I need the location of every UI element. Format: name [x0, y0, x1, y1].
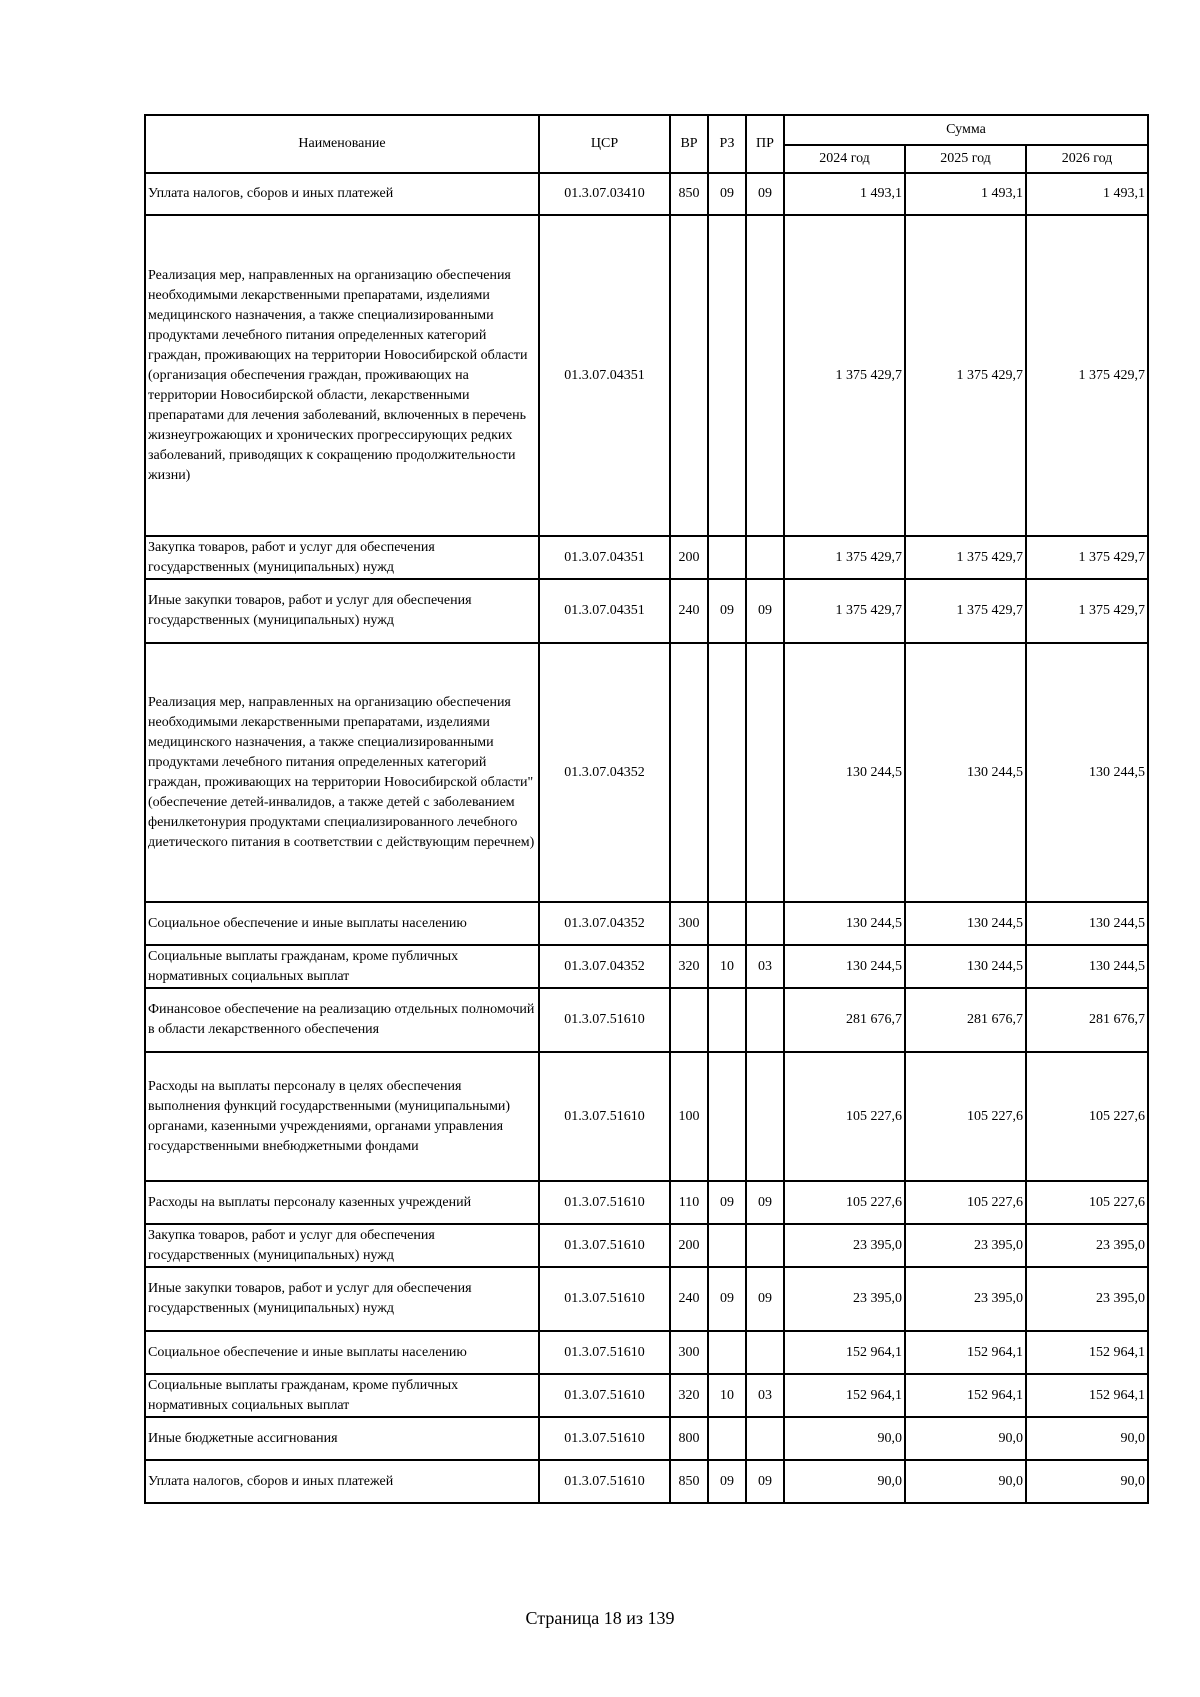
cell-pr: [746, 643, 784, 902]
cell-sum-2024: 90,0: [784, 1417, 905, 1460]
cell-vr: 240: [670, 579, 708, 643]
cell-name: Иные бюджетные ассигнования: [145, 1417, 539, 1460]
cell-name: Расходы на выплаты персоналу в целях обеспечения выполнения функций государственными (муниципальными) органами, казенными учреждениями, органами управления государственными внебюджетными фондами: [145, 1052, 539, 1181]
cell-name: Иные закупки товаров, работ и услуг для обеспечения государственных (муниципальных) нужд: [145, 579, 539, 643]
cell-name: Социальное обеспечение и иные выплаты населению: [145, 1331, 539, 1374]
cell-pr: [746, 215, 784, 536]
cell-sum-2026: 1 375 429,7: [1026, 536, 1148, 579]
cell-vr: 300: [670, 1331, 708, 1374]
cell-vr: 320: [670, 945, 708, 988]
cell-sum-2024: 1 375 429,7: [784, 215, 905, 536]
cell-csr: 01.3.07.04352: [539, 902, 670, 945]
cell-vr: 850: [670, 173, 708, 215]
cell-pr: 09: [746, 1267, 784, 1331]
table-row: [145, 579, 1148, 643]
header-pr: ПР: [746, 115, 784, 173]
cell-vr: [670, 988, 708, 1052]
cell-sum-2026: 1 375 429,7: [1026, 215, 1148, 536]
header-csr: ЦСР: [539, 115, 670, 173]
cell-pr: 09: [746, 1460, 784, 1503]
table-row: [145, 643, 1148, 902]
cell-name: Социальные выплаты гражданам, кроме публичных нормативных социальных выплат: [145, 945, 539, 988]
cell-csr: 01.3.07.51610: [539, 1374, 670, 1417]
cell-sum-2026: 130 244,5: [1026, 902, 1148, 945]
table-row: [145, 1417, 1148, 1460]
cell-name: Реализация мер, направленных на организацию обеспечения необходимыми лекарственными препаратами, изделиями медицинского назначения, а также специализированными продуктами лечебного питания определенных категорий граждан, проживающих на территории Новосибирской области" (обеспечение детей-инвалидов, а также детей с заболеванием фенилкетонурия продуктами специализированного лечебного диетического питания в соответствии с действующим перечнем): [145, 643, 539, 902]
cell-sum-2024: 152 964,1: [784, 1374, 905, 1417]
table-row: [145, 173, 1148, 215]
cell-sum-2024: 1 493,1: [784, 173, 905, 215]
cell-sum-2025: 90,0: [905, 1417, 1026, 1460]
cell-pr: [746, 536, 784, 579]
cell-rz: 09: [708, 173, 746, 215]
cell-pr: [746, 902, 784, 945]
cell-name: Социальное обеспечение и иные выплаты населению: [145, 902, 539, 945]
table-row: [145, 1224, 1148, 1267]
cell-name: Уплата налогов, сборов и иных платежей: [145, 173, 539, 215]
table-row: [145, 1052, 1148, 1181]
cell-csr: 01.3.07.51610: [539, 1460, 670, 1503]
cell-sum-2026: 90,0: [1026, 1460, 1148, 1503]
cell-sum-2024: 105 227,6: [784, 1052, 905, 1181]
cell-sum-2025: 1 375 429,7: [905, 215, 1026, 536]
cell-csr: 01.3.07.04352: [539, 945, 670, 988]
cell-rz: 10: [708, 945, 746, 988]
cell-sum-2025: 1 375 429,7: [905, 579, 1026, 643]
cell-vr: [670, 643, 708, 902]
cell-vr: 300: [670, 902, 708, 945]
cell-sum-2026: 23 395,0: [1026, 1224, 1148, 1267]
cell-sum-2025: 105 227,6: [905, 1181, 1026, 1224]
cell-sum-2026: 130 244,5: [1026, 945, 1148, 988]
cell-pr: 09: [746, 579, 784, 643]
cell-name: Расходы на выплаты персоналу казенных учреждений: [145, 1181, 539, 1224]
cell-vr: 200: [670, 536, 708, 579]
cell-rz: [708, 1052, 746, 1181]
budget-table: [144, 114, 1149, 1504]
cell-sum-2026: 105 227,6: [1026, 1181, 1148, 1224]
header-year-2025: 2025 год: [905, 145, 1026, 173]
cell-sum-2026: 152 964,1: [1026, 1331, 1148, 1374]
page-number: Страница 18 из 139: [525, 1608, 675, 1628]
cell-name: Закупка товаров, работ и услуг для обеспечения государственных (муниципальных) нужд: [145, 536, 539, 579]
cell-rz: 09: [708, 1267, 746, 1331]
table-row: [145, 945, 1148, 988]
cell-name: Финансовое обеспечение на реализацию отдельных полномочий в области лекарственного обеспечения: [145, 988, 539, 1052]
cell-sum-2026: 1 493,1: [1026, 173, 1148, 215]
cell-csr: 01.3.07.51610: [539, 1052, 670, 1181]
cell-sum-2025: 90,0: [905, 1460, 1026, 1503]
cell-sum-2025: 105 227,6: [905, 1052, 1026, 1181]
cell-pr: 03: [746, 1374, 784, 1417]
cell-rz: [708, 902, 746, 945]
cell-rz: [708, 1331, 746, 1374]
cell-csr: 01.3.07.51610: [539, 988, 670, 1052]
cell-vr: 800: [670, 1417, 708, 1460]
cell-vr: 110: [670, 1181, 708, 1224]
cell-pr: [746, 1224, 784, 1267]
table-row: [145, 1181, 1148, 1224]
cell-pr: 09: [746, 1181, 784, 1224]
cell-rz: [708, 215, 746, 536]
table-row: [145, 902, 1148, 945]
cell-sum-2025: 23 395,0: [905, 1224, 1026, 1267]
cell-csr: 01.3.07.51610: [539, 1417, 670, 1460]
cell-rz: [708, 1417, 746, 1460]
cell-sum-2025: 152 964,1: [905, 1374, 1026, 1417]
cell-name: Уплата налогов, сборов и иных платежей: [145, 1460, 539, 1503]
cell-rz: [708, 643, 746, 902]
cell-name: Закупка товаров, работ и услуг для обеспечения государственных (муниципальных) нужд: [145, 1224, 539, 1267]
cell-pr: 03: [746, 945, 784, 988]
cell-sum-2024: 130 244,5: [784, 945, 905, 988]
cell-csr: 01.3.07.04351: [539, 579, 670, 643]
cell-pr: 09: [746, 173, 784, 215]
cell-sum-2026: 130 244,5: [1026, 643, 1148, 902]
cell-vr: 100: [670, 1052, 708, 1181]
cell-sum-2024: 23 395,0: [784, 1224, 905, 1267]
cell-csr: 01.3.07.51610: [539, 1181, 670, 1224]
cell-vr: [670, 215, 708, 536]
cell-sum-2024: 23 395,0: [784, 1267, 905, 1331]
cell-sum-2024: 105 227,6: [784, 1181, 905, 1224]
table-row: [145, 536, 1148, 579]
cell-vr: 200: [670, 1224, 708, 1267]
cell-sum-2024: 152 964,1: [784, 1331, 905, 1374]
cell-csr: 01.3.07.51610: [539, 1224, 670, 1267]
cell-name: Реализация мер, направленных на организацию обеспечения необходимыми лекарственными препаратами, изделиями медицинского назначения, а также специализированными продуктами лечебного питания определенных категорий граждан, проживающих на территории Новосибирской области (организация обеспечения граждан, проживающих на территории Новосибирской области, лекарственными препаратами для лечения заболеваний, включенных в перечень жизнеугрожающих и хронических прогрессирующих редких заболеваний, приводящих к сокращению продолжительности жизни): [145, 215, 539, 536]
cell-rz: 09: [708, 1460, 746, 1503]
cell-vr: 850: [670, 1460, 708, 1503]
cell-sum-2024: 281 676,7: [784, 988, 905, 1052]
table-row: [145, 1374, 1148, 1417]
header-vr: ВР: [670, 115, 708, 173]
cell-sum-2025: 130 244,5: [905, 643, 1026, 902]
table-row: [145, 1331, 1148, 1374]
cell-sum-2026: 1 375 429,7: [1026, 579, 1148, 643]
cell-name: Социальные выплаты гражданам, кроме публичных нормативных социальных выплат: [145, 1374, 539, 1417]
cell-sum-2025: 152 964,1: [905, 1331, 1026, 1374]
cell-sum-2024: 1 375 429,7: [784, 579, 905, 643]
cell-rz: 10: [708, 1374, 746, 1417]
cell-rz: [708, 988, 746, 1052]
cell-sum-2026: 105 227,6: [1026, 1052, 1148, 1181]
cell-sum-2026: 90,0: [1026, 1417, 1148, 1460]
table-row: [145, 1460, 1148, 1503]
header-sum: Сумма: [784, 115, 1148, 145]
cell-rz: [708, 1224, 746, 1267]
cell-csr: 01.3.07.51610: [539, 1267, 670, 1331]
cell-pr: [746, 988, 784, 1052]
cell-csr: 01.3.07.04351: [539, 215, 670, 536]
cell-sum-2025: 23 395,0: [905, 1267, 1026, 1331]
table-header: [145, 115, 1148, 173]
cell-pr: [746, 1331, 784, 1374]
cell-sum-2026: 152 964,1: [1026, 1374, 1148, 1417]
cell-rz: [708, 536, 746, 579]
cell-sum-2025: 1 375 429,7: [905, 536, 1026, 579]
cell-vr: 240: [670, 1267, 708, 1331]
header-year-2024: 2024 год: [784, 145, 905, 173]
cell-sum-2024: 130 244,5: [784, 902, 905, 945]
table-body: [145, 173, 1148, 1503]
cell-rz: 09: [708, 1181, 746, 1224]
cell-csr: 01.3.07.51610: [539, 1331, 670, 1374]
cell-sum-2024: 90,0: [784, 1460, 905, 1503]
cell-name: Иные закупки товаров, работ и услуг для обеспечения государственных (муниципальных) нужд: [145, 1267, 539, 1331]
cell-sum-2026: 281 676,7: [1026, 988, 1148, 1052]
cell-sum-2026: 23 395,0: [1026, 1267, 1148, 1331]
header-name: Наименование: [145, 115, 539, 173]
cell-sum-2025: 1 493,1: [905, 173, 1026, 215]
table-row: [145, 1267, 1148, 1331]
cell-csr: 01.3.07.03410: [539, 173, 670, 215]
cell-csr: 01.3.07.04352: [539, 643, 670, 902]
cell-sum-2024: 130 244,5: [784, 643, 905, 902]
header-rz: РЗ: [708, 115, 746, 173]
table-row: [145, 215, 1148, 536]
cell-pr: [746, 1417, 784, 1460]
cell-sum-2024: 1 375 429,7: [784, 536, 905, 579]
cell-vr: 320: [670, 1374, 708, 1417]
table-row: [145, 988, 1148, 1052]
header-year-2026: 2026 год: [1026, 145, 1148, 173]
cell-rz: 09: [708, 579, 746, 643]
cell-pr: [746, 1052, 784, 1181]
cell-csr: 01.3.07.04351: [539, 536, 670, 579]
cell-sum-2025: 281 676,7: [905, 988, 1026, 1052]
cell-sum-2025: 130 244,5: [905, 902, 1026, 945]
cell-sum-2025: 130 244,5: [905, 945, 1026, 988]
